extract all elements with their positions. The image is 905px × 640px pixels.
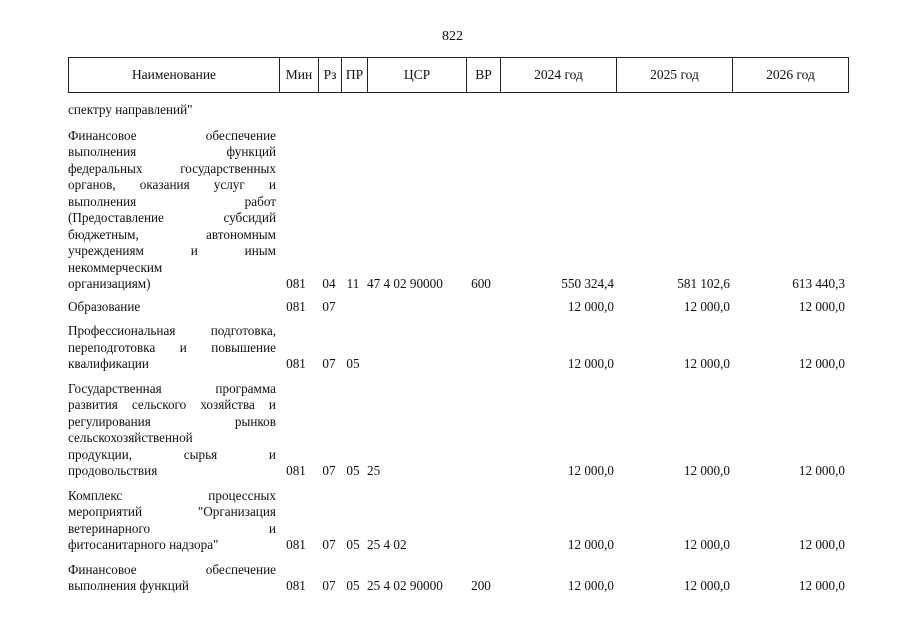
row-name-line: спектру направлений": [68, 102, 193, 117]
cell-csr: 47 4 02 90000: [367, 276, 443, 291]
row-name-line: продовольствия: [68, 463, 158, 478]
row-name-line: Финансовое обеспечение: [68, 561, 276, 577]
row-name-line: сельскохозяйственной: [68, 430, 193, 445]
cell-y2026: 12 000,0: [798, 298, 845, 314]
row-name: [68, 102, 276, 119]
cell-pr: 05: [346, 356, 360, 371]
row-name: [68, 488, 276, 554]
cell-min: 081: [286, 578, 306, 593]
row-name-line: федеральных государственных: [68, 160, 276, 176]
table-row: [68, 381, 858, 480]
cell-rz: 07: [322, 537, 336, 552]
header-min: Мин: [280, 58, 319, 93]
cell-min: 081: [286, 356, 306, 371]
cell-y2025: 12 000,0: [683, 463, 730, 478]
row-name-line: Финансовое обеспечение: [68, 127, 276, 143]
cell-csr: 25 4 02 90000: [367, 578, 443, 593]
table-header: [68, 57, 849, 93]
cell-y2025: 581 102,6: [677, 276, 730, 291]
row-name-line: Профессиональная подготовка,: [68, 323, 276, 338]
table-row: [68, 102, 858, 119]
row-name: [68, 381, 276, 480]
row-name-line: фитосанитарного надзора": [68, 537, 219, 552]
cell-min: 081: [286, 298, 306, 314]
row-name-line: Образование: [68, 298, 141, 314]
cell-y2024: 12 000,0: [567, 356, 614, 371]
cell-rz: 07: [322, 578, 336, 593]
table-body: [68, 94, 858, 595]
cell-y2025: 12 000,0: [683, 537, 730, 552]
table-row: [68, 128, 858, 293]
cell-y2026: 613 440,3: [792, 276, 845, 291]
cell-vr: 200: [471, 578, 491, 593]
row-name-line: (Предоставление субсидий: [68, 210, 276, 225]
row-name-line: органов, оказания услуг и: [68, 177, 276, 192]
header-2024: 2024 год: [501, 58, 617, 93]
page-number: 822: [442, 29, 463, 44]
header-2025: 2025 год: [617, 58, 733, 93]
header-name: Наименование: [69, 58, 280, 93]
row-name: [68, 128, 276, 293]
header-2026: 2026 год: [733, 58, 849, 93]
cell-rz: 04: [322, 276, 336, 291]
cell-rz: 07: [322, 463, 336, 478]
cell-y2025: 12 000,0: [683, 298, 730, 314]
row-name-line: регулирования рынков: [68, 413, 276, 429]
row-name: [68, 323, 276, 373]
cell-y2026: 12 000,0: [798, 578, 845, 593]
row-name-line: ветеринарного и: [68, 520, 276, 536]
header-vr: ВР: [467, 58, 501, 93]
cell-rz: 07: [322, 298, 336, 314]
row-name-line: учреждениям и иным: [68, 243, 276, 258]
cell-vr: 600: [471, 276, 491, 291]
cell-y2026: 12 000,0: [798, 463, 845, 478]
cell-min: 081: [286, 463, 306, 478]
cell-y2025: 12 000,0: [683, 578, 730, 593]
table-row: [68, 323, 858, 373]
header-pr: ПР: [342, 58, 368, 93]
cell-csr: 25 4 02: [367, 537, 407, 552]
row-name-line: бюджетным, автономным: [68, 226, 276, 242]
row-name-line: организациям): [68, 276, 151, 291]
cell-min: 081: [286, 537, 306, 552]
cell-y2026: 12 000,0: [798, 537, 845, 552]
cell-pr: 05: [346, 537, 360, 552]
row-name-line: продукции, сырья и: [68, 446, 276, 462]
cell-y2025: 12 000,0: [683, 356, 730, 371]
cell-min: 081: [286, 276, 306, 291]
cell-y2024: 12 000,0: [567, 463, 614, 478]
cell-y2024: 550 324,4: [561, 276, 614, 291]
row-name-line: мероприятий "Организация: [68, 504, 276, 519]
row-name-line: выполнения работ: [68, 193, 276, 209]
row-name-line: развития сельского хозяйства и: [68, 397, 276, 412]
cell-y2026: 12 000,0: [798, 356, 845, 371]
table-row: [68, 562, 858, 595]
row-name-line: переподготовка и повышение: [68, 339, 276, 355]
row-name: [68, 299, 276, 316]
row-name-line: выполнения функций: [68, 144, 276, 159]
cell-pr: 11: [346, 276, 360, 291]
row-name-line: Комплекс процессных: [68, 487, 276, 503]
cell-pr: 05: [346, 463, 360, 478]
row-name-line: некоммерческим: [68, 259, 163, 275]
table-row: [68, 488, 858, 554]
row-name-line: выполнения функций: [68, 578, 189, 593]
row-name: [68, 562, 276, 595]
cell-pr: 05: [346, 578, 360, 593]
cell-y2024: 12 000,0: [567, 578, 614, 593]
cell-y2024: 12 000,0: [567, 298, 614, 314]
header-csr: ЦСР: [368, 58, 467, 93]
cell-csr: 25: [367, 463, 381, 478]
cell-y2024: 12 000,0: [567, 537, 614, 552]
row-name-line: квалификации: [68, 356, 149, 371]
cell-rz: 07: [322, 356, 336, 371]
table-row: [68, 299, 858, 316]
row-name-line: Государственная программа: [68, 380, 276, 396]
header-rz: Рз: [319, 58, 342, 93]
